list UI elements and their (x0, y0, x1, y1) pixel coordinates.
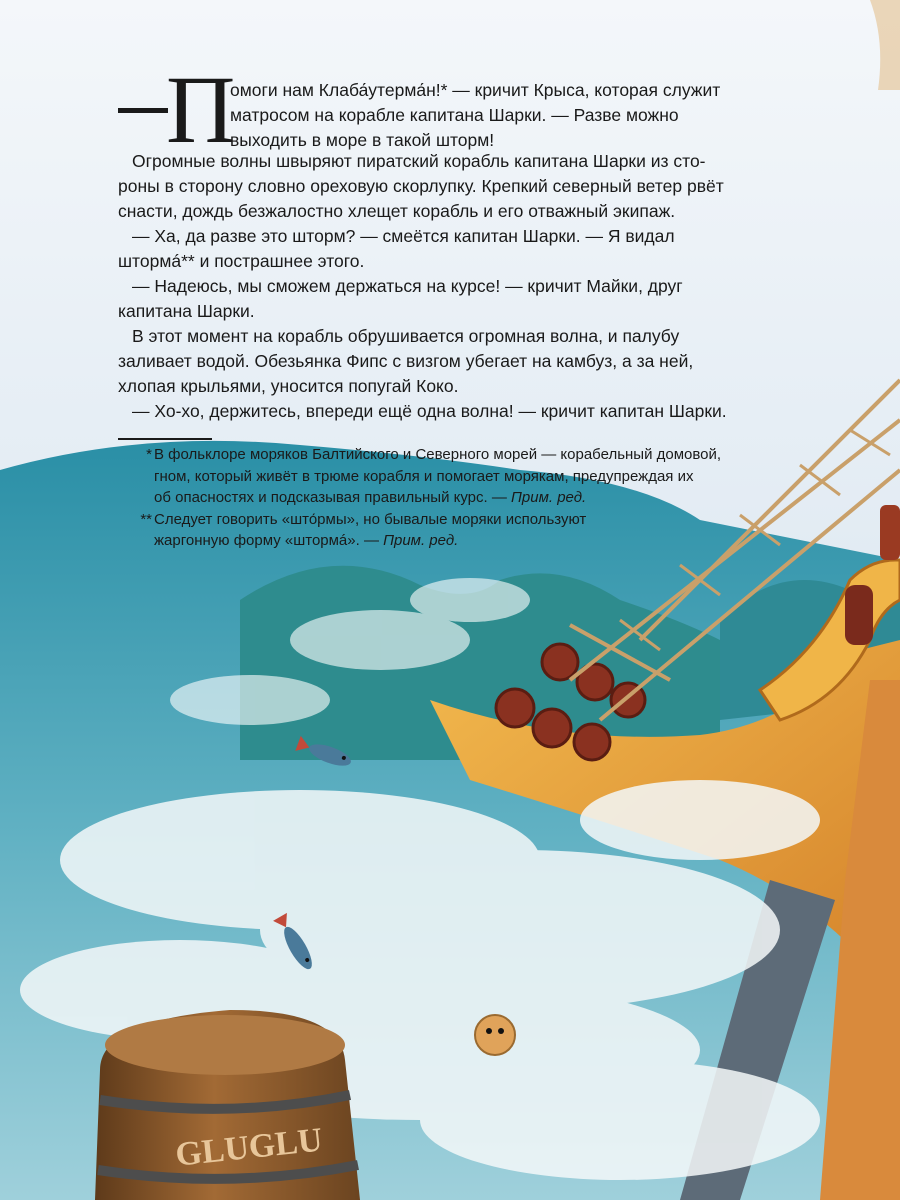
paragraph-line: — Надеюсь, мы сможем держаться на курсе! — кричит Майки, друг (132, 276, 683, 296)
opening-line-3: выходить в море в такой шторм! (230, 130, 495, 150)
paragraph-line: заливает водой. Обезьянка Фипс с визгом убегает на камбуз, а за ней, (118, 351, 694, 371)
paragraph-5 (118, 399, 798, 424)
footnote-line: гном, который живёт в трюме корабля и помогает морякам, предупреждая их (154, 467, 694, 485)
footnote-2 (118, 509, 798, 552)
footnote-divider (118, 438, 212, 440)
paragraph-line: — Хо-хо, держитесь, впереди ещё одна волна! — кричит капитан Шарки. (132, 401, 727, 421)
opening-line-1: омоги нам Клаба́утерма́н!* — кричит Крыса, которая служит (230, 80, 721, 100)
footnote-line: Следует говорить «што́рмы», но бывалые моряки используют (154, 510, 587, 528)
opening-text (230, 78, 800, 153)
drop-cap: П (166, 56, 236, 163)
paragraph-3 (118, 274, 798, 324)
barrel-label: GLUGLU (173, 1121, 325, 1174)
footnote-mark: ** (140, 510, 152, 528)
paragraph-line: Огромные волны швыряют пиратский корабль капитана Шарки из сто- (132, 151, 706, 171)
paragraph-line: штормá** и пострашнее этого. (118, 251, 365, 271)
editor-note: Прим. ред. (511, 489, 587, 506)
ship-gunport (845, 585, 873, 645)
opening-line-2: матросом на корабле капитана Шарки. — Разве можно (230, 105, 679, 125)
paragraph-line: снасти, дождь безжалостно хлещет корабль и его отважный экипаж. (118, 201, 676, 221)
pufferfish (475, 1015, 515, 1055)
paragraph-line: хлопая крыльями, уносится попугай Коко. (118, 376, 459, 396)
paragraph-2 (118, 224, 798, 274)
paragraph-4 (118, 324, 798, 399)
paragraph-line: капитана Шарки. (118, 301, 255, 321)
editor-note: Прим. ред. (383, 532, 459, 549)
paragraph-line: роны в сторону словно ореховую скорлупку. Крепкий северный ветер рвёт (118, 176, 724, 196)
story-text (118, 56, 798, 424)
footnotes (118, 444, 798, 552)
footnote-line-last (154, 487, 798, 509)
paragraph-line: — Ха, да разве это шторм? — смеётся капитан Шарки. — Я видал (132, 226, 675, 246)
footnote-line: В фольклоре моряков Балтийского и Северного морей — корабельный домовой, (154, 446, 722, 463)
ship-figure (880, 505, 900, 560)
footnote-text: об опасностях и подсказывая правильный курс. — (154, 489, 512, 506)
barrel (95, 1010, 360, 1200)
paragraph-line: В этот момент на корабль обрушивается огромная волна, и палубу (132, 326, 680, 346)
footnote-mark: * (146, 446, 152, 463)
dialogue-dash (118, 108, 168, 113)
footnote-line-last (154, 530, 798, 552)
footnote-text: жаргонную форму «штормá». — (154, 532, 384, 549)
footnote-1 (118, 444, 798, 509)
